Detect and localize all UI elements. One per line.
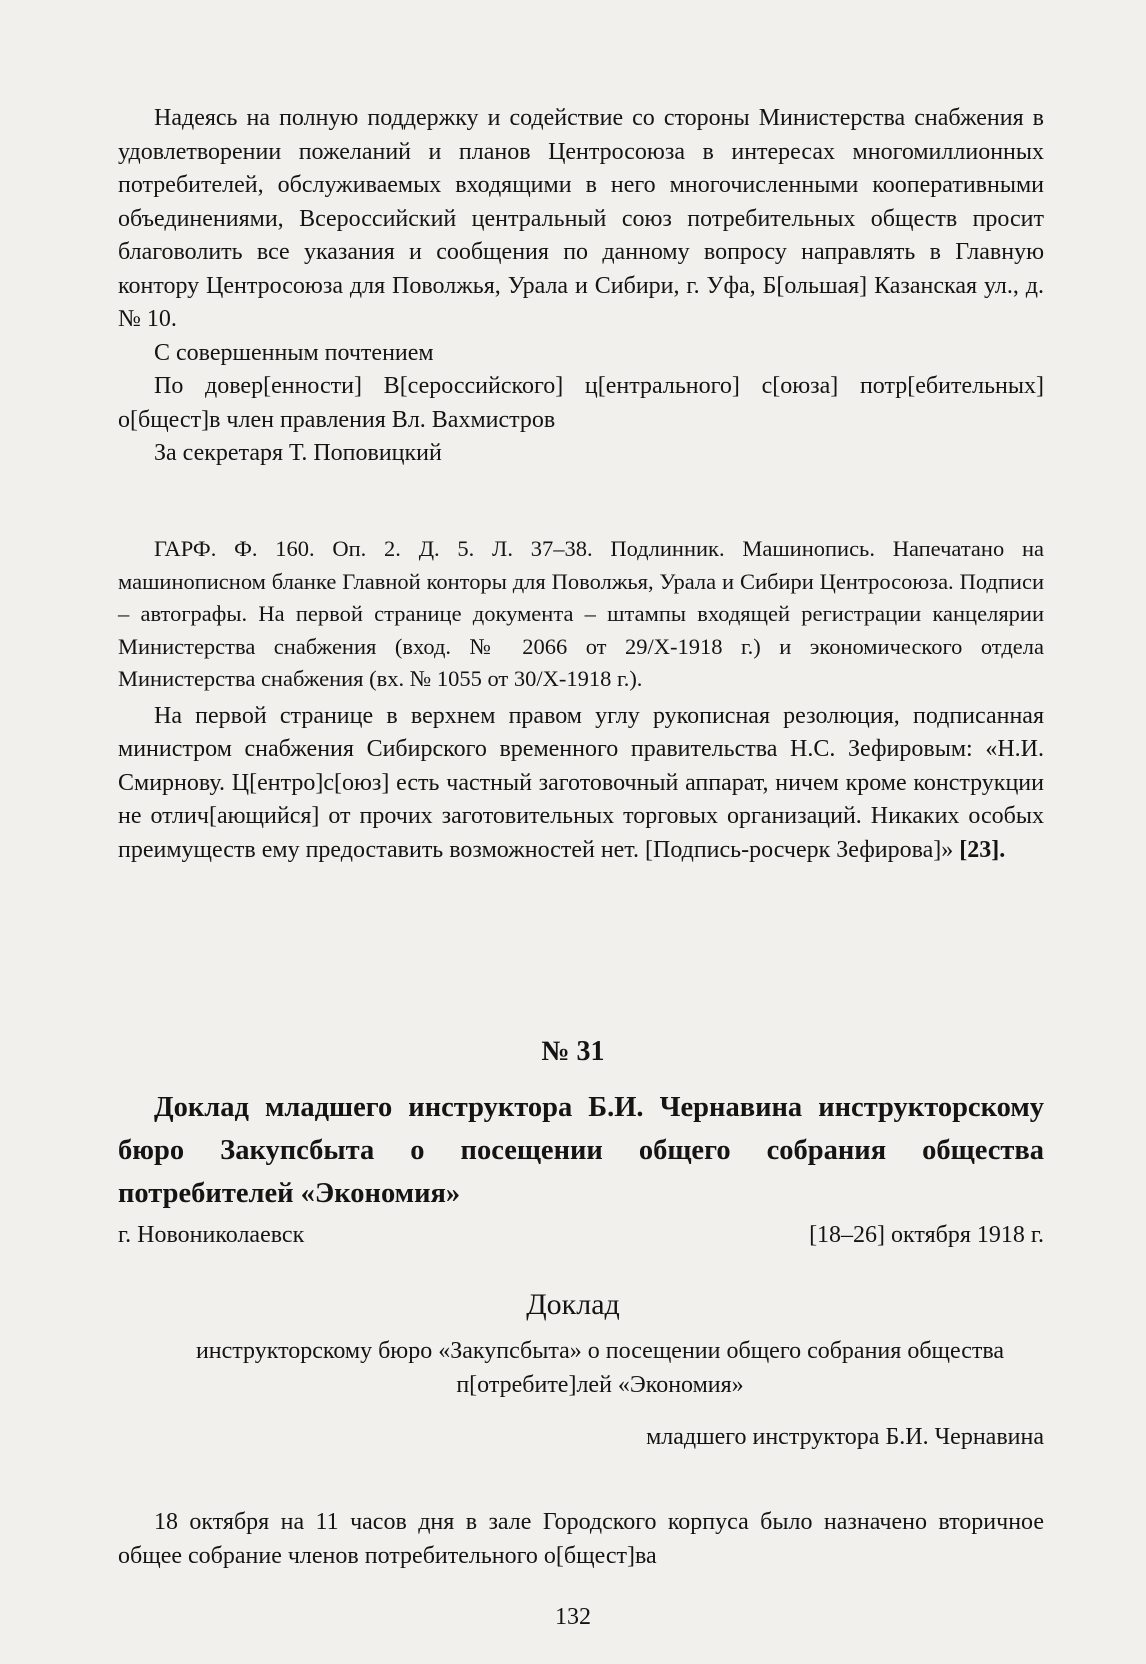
document-meta [118, 1222, 1044, 1249]
document-title: Доклад младшего инструктора Б.И. Чернавина инструкторскому бюро Закупсбыта о посещении общего собрания общества потребителей «Экономия» [118, 1092, 1044, 1209]
page-number: 132 [555, 1604, 591, 1630]
letter-signature-2: За секретаря Т. Поповицкий [154, 440, 442, 466]
report-subheading: инструкторскому бюро «Закупсбыта» о посещении общего собрания общества п[отребите]лей «Экономия» [195, 1338, 1005, 1398]
document-date: [18–26] октября 1918 г. [809, 1222, 1044, 1248]
letter-closing: С совершенным почтением [154, 339, 434, 366]
letter-signature-1: По довер[енности] В[сероссийского] ц[ентрального] с[оюза] потр[ебительных] о[бщест]в член правления Вл. Вахмистров [118, 373, 1044, 433]
document-place: г. Новониколаевск [118, 1222, 305, 1248]
report-heading: Доклад [526, 1288, 620, 1321]
report-first-paragraph: 18 октября на 11 часов дня в зале Городского корпуса было назначено вторичное общее собрание членов потребительного о[бщест]ва [118, 1509, 1044, 1569]
report-body [118, 1506, 1044, 1573]
resolution-reference: [23]. [959, 836, 1006, 863]
archive-note-section [118, 533, 1044, 867]
letter-main-paragraph: Надеясь на полную поддержку и содействие со стороны Министерства снабжения в удовлетворении пожеланий и планов Центросоюза в интересах многомиллионных потребителей, обслуживаемых входящими в него многочисленными кооперативными объединениями, Всероссийский центральный союз потребительных обществ просит благоволить все указания и сообщения по данному вопросу направлять в Главную контору Центросоюза для Поволжья, Урала и Сибири, г. Уфа, Б[ольшая] Казанская ул., д. № 10. [118, 105, 1044, 332]
resolution-text: На первой странице в верхнем правом углу рукописная резолюция, подписанная министром снабжения Сибирского временного правительства Н.С. Зефировым: «Н.И. Смирнову. Ц[ентро]с[оюз] есть частный заготовочный аппарат, ничем кроме конструкции не отлич[ающийся] от прочих заготовительных торговых организаций. Никаких особых преимуществ ему предоставить возможностей нет. [Подпись-росчерк Зефирова]» [118, 702, 1044, 863]
letter-section [118, 102, 1044, 471]
document-number: № 31 [541, 1036, 605, 1067]
archive-resolution-note [118, 700, 1044, 868]
report-author: младшего инструктора Б.И. Чернавина [646, 1424, 1044, 1450]
archive-source-note: ГАРФ. Ф. 160. Оп. 2. Д. 5. Л. 37–38. Подлинник. Машинопись. Напечатано на машинописном бланке Главной конторы для Поволжья, Урала и Сибири Центросоюза. Подписи – автографы. На первой странице документа – штампы входящей регистрации канцелярии Министерства снабжения (вход. № 2066 от 29/X-1918 г.) и экономического отдела Министерства снабжения (вх. № 1055 от 30/X-1918 г.). [118, 536, 1044, 691]
